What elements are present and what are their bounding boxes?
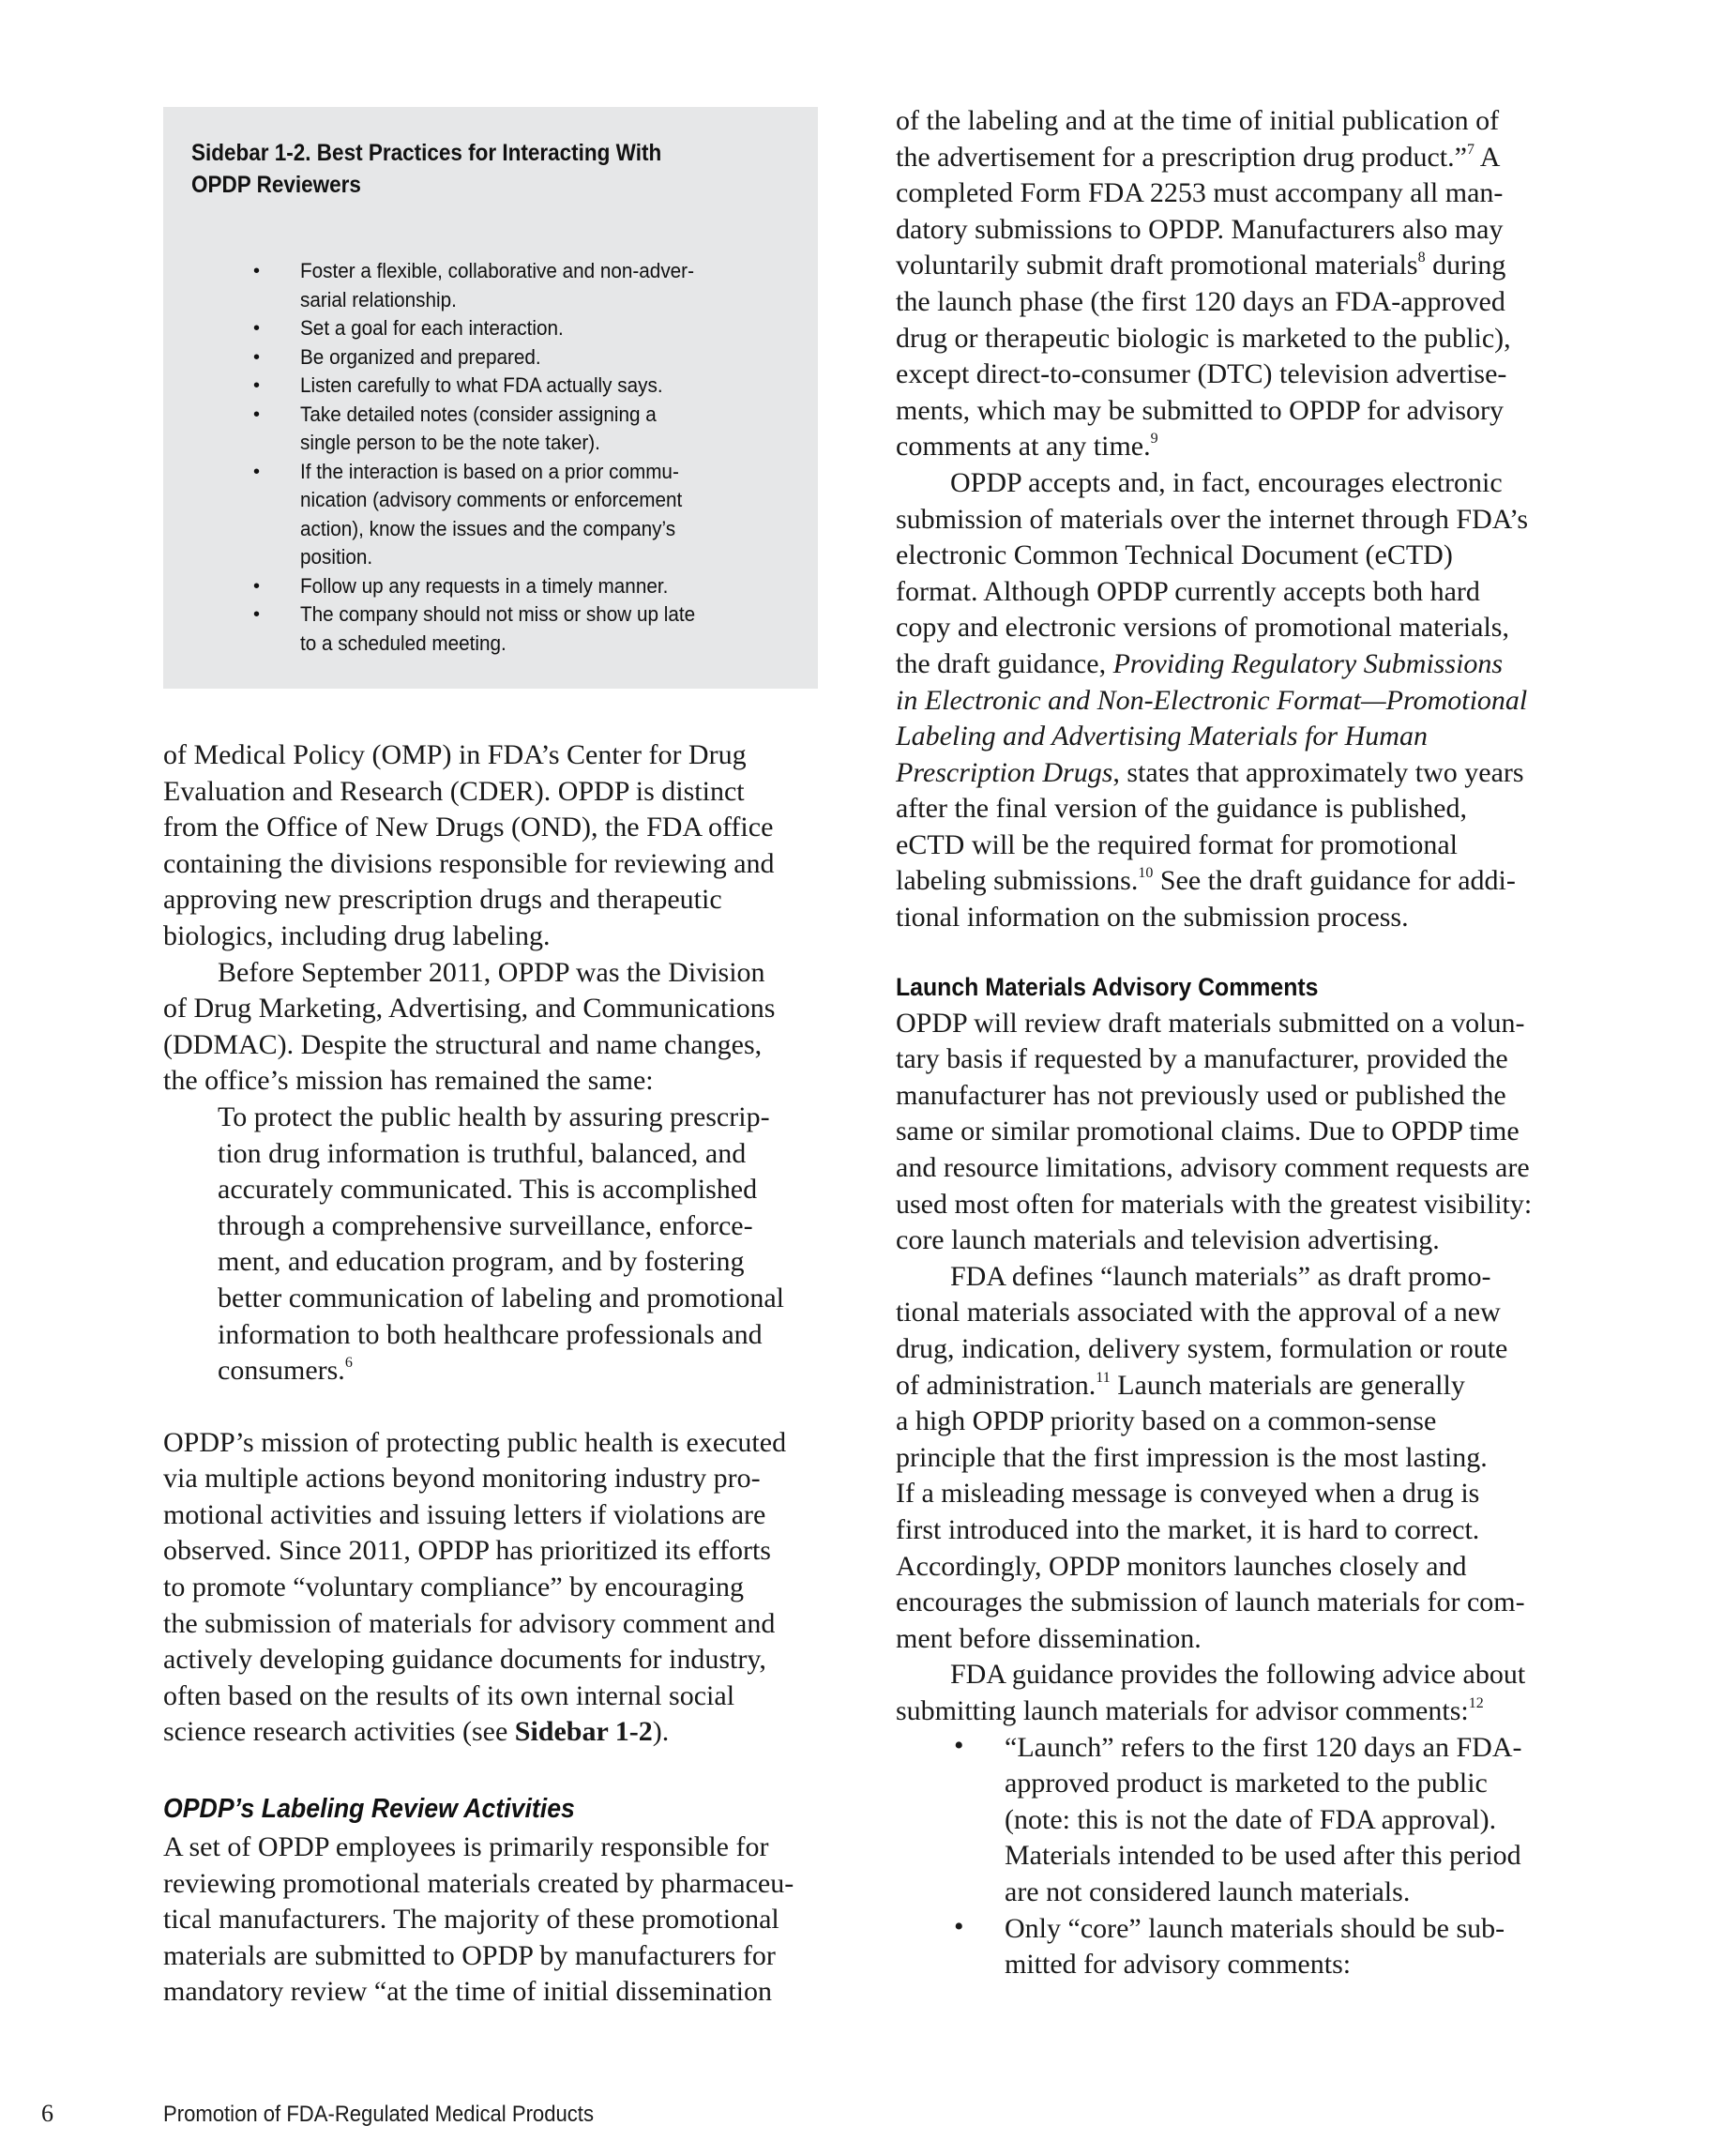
paragraph xyxy=(163,737,839,955)
guidance-title: Labeling and Advertising Materials for Human xyxy=(896,721,1428,752)
paragraph-line xyxy=(896,140,1571,176)
sidebar-title-line: Sidebar 1-2. Best Practices for Interacting With xyxy=(191,140,662,166)
paragraph xyxy=(163,1830,839,2011)
paragraph-line: approved product is marketed to the public xyxy=(1005,1768,1488,1799)
sidebar-reference[interactable]: Sidebar 1-2 xyxy=(514,1716,653,1748)
sidebar-list-item-line: If the interaction is based on a prior commu- xyxy=(300,459,679,483)
paragraph-line xyxy=(218,1353,839,1389)
paragraph-line: reviewing promotional materials created by pharmaceu- xyxy=(163,1867,794,1899)
paragraph xyxy=(896,1404,1571,1657)
paragraph-line: To protect the public health by assuring prescrip- xyxy=(218,1101,770,1132)
paragraph-line: the office’s mission has remained the same: xyxy=(163,1065,654,1097)
paragraph-line: OPDP will review draft materials submitted on a volun- xyxy=(896,1007,1525,1039)
sidebar-list-item-line: Set a goal for each interaction. xyxy=(300,316,564,340)
left-column xyxy=(163,737,839,2011)
paragraph-line: tical manufacturers. The majority of these promotional xyxy=(163,1904,779,1936)
footnote-ref[interactable]: 12 xyxy=(1468,1694,1484,1711)
sidebar-list-item-line: single person to be the note taker). xyxy=(300,431,600,454)
paragraph-line: a high OPDP priority based on a common-sense xyxy=(896,1405,1437,1437)
paragraph-line xyxy=(896,646,1571,683)
paragraph-line xyxy=(896,683,1571,720)
footnote-ref[interactable]: 7 xyxy=(1466,141,1474,158)
paragraph-line: copy and electronic versions of promotional materials, xyxy=(896,612,1509,644)
paragraph-line xyxy=(896,1693,1571,1730)
paragraph-line: biologics, including drug labeling. xyxy=(163,919,551,951)
paragraph-line xyxy=(896,719,1571,755)
text-span: A xyxy=(1474,141,1501,173)
text-span: science research activities (see xyxy=(163,1716,515,1748)
paragraph-line: of Drug Marketing, Advertising, and Communications xyxy=(163,993,776,1025)
paragraph-line xyxy=(896,863,1571,900)
sidebar-list-item-line: action), know the issues and the company’s xyxy=(300,516,676,540)
sidebar-list-item-line: Be organized and prepared. xyxy=(300,344,541,369)
sidebar-list-item xyxy=(163,572,818,601)
paragraph-line: Materials intended to be used after this period xyxy=(1005,1840,1521,1872)
sidebar-list-item-line: Foster a flexible, collaborative and non-adver- xyxy=(300,259,694,282)
paragraph-line: via multiple actions beyond monitoring industry pro- xyxy=(163,1463,761,1495)
paragraph-line: “Launch” refers to the first 120 days an FDA- xyxy=(1005,1731,1522,1763)
bullet-icon: • xyxy=(253,604,261,625)
paragraph-line: Accordingly, OPDP monitors launches closely and xyxy=(896,1550,1467,1582)
section-heading: Launch Materials Advisory Comments xyxy=(896,972,1319,1001)
paragraph-line: completed Form FDA 2253 must accompany all man- xyxy=(896,177,1504,209)
sidebar-title-line: OPDP Reviewers xyxy=(191,172,361,198)
paragraph-line: Evaluation and Research (CDER). OPDP is distinct xyxy=(163,775,745,807)
sidebar-list-item-line: sarial relationship. xyxy=(300,287,457,311)
paragraph-line: through a comprehensive surveillance, enforce- xyxy=(218,1209,753,1241)
paragraph-line: to promote “voluntary compliance” by encouraging xyxy=(163,1571,744,1603)
paragraph-line: submission of materials over the internet through FDA’s xyxy=(896,503,1529,535)
paragraph-line: OPDP accepts and, in fact, encourages electronic xyxy=(950,466,1503,498)
text-span: submitting launch materials for advisor comments: xyxy=(896,1694,1469,1726)
footnote-ref[interactable]: 10 xyxy=(1138,865,1154,882)
bullet-icon: • xyxy=(253,261,261,281)
paragraph-line: approving new prescription drugs and therapeutic xyxy=(163,884,722,916)
paragraph-line: information to both healthcare professionals and xyxy=(218,1318,763,1350)
paragraph-line: mitted for advisory comments: xyxy=(1005,1949,1352,1981)
footnote-ref[interactable]: 11 xyxy=(1096,1369,1111,1386)
paragraph-line: better communication of labeling and promotional xyxy=(218,1282,784,1313)
paragraph-line: same or similar promotional claims. Due to OPDP time xyxy=(896,1116,1520,1147)
paragraph-line xyxy=(896,248,1571,284)
paragraph-line: (DDMAC). Despite the structural and name changes, xyxy=(163,1028,763,1060)
paragraph-line: ment before dissemination. xyxy=(896,1622,1202,1654)
text-span: the advertisement for a prescription drug product.” xyxy=(896,141,1467,173)
paragraph-line: Only “core” launch materials should be sub- xyxy=(1005,1912,1505,1944)
paragraph-line: actively developing guidance documents for industry, xyxy=(163,1644,766,1676)
paragraph-line: electronic Common Technical Document (eCTD) xyxy=(896,539,1453,571)
paragraph-line: of the labeling and at the time of initial publication of xyxy=(896,105,1500,136)
paragraph xyxy=(163,1425,839,1715)
paragraph-line: the submission of materials for advisory comment and xyxy=(163,1607,776,1639)
sidebar-list-item xyxy=(163,257,818,314)
sidebar-list-item xyxy=(163,343,818,372)
section-heading: OPDP’s Labeling Review Activities xyxy=(163,1794,575,1825)
bullet-icon: • xyxy=(253,575,261,597)
paragraph-line: first introduced into the market, it is hard to correct. xyxy=(896,1513,1480,1545)
sidebar-list-item-line: The company should not miss or show up late xyxy=(300,602,696,626)
sidebar-list-item-line: nication (advisory comments or enforcement xyxy=(300,488,683,511)
text-span: of administration. xyxy=(896,1369,1096,1401)
guidance-title: Prescription Drugs xyxy=(896,756,1113,788)
sidebar-title xyxy=(191,137,732,201)
right-column xyxy=(896,103,1571,1983)
page-number: 6 xyxy=(41,2100,53,2127)
paragraph-line: tional information on the submission process. xyxy=(896,902,1409,934)
footnote-ref[interactable]: 8 xyxy=(1417,250,1426,266)
paragraph-line: Before September 2011, OPDP was the Division xyxy=(218,956,765,988)
paragraph-line: ments, which may be submitted to OPDP for advisory xyxy=(896,394,1504,426)
sidebar-list-item-line: to a scheduled meeting. xyxy=(300,630,507,655)
sidebar-bullet-list xyxy=(163,257,818,658)
sidebar-list-item-line: position. xyxy=(300,545,373,569)
bullet-icon: • xyxy=(253,375,261,396)
running-footer-title: Promotion of FDA-Regulated Medical Products xyxy=(163,2102,594,2127)
paragraph-line: and resource limitations, advisory comment requests are xyxy=(896,1152,1530,1184)
paragraph-line xyxy=(163,1714,839,1751)
text-span: consumers. xyxy=(218,1355,345,1387)
bullet-icon: • xyxy=(954,1910,964,1942)
text-span: comments at any time. xyxy=(896,431,1151,463)
paragraph-line: accurately communicated. This is accomplished xyxy=(218,1174,758,1206)
sidebar-list-item-line: Take detailed notes (consider assigning a xyxy=(300,402,657,426)
text-span: voluntarily submit draft promotional materials xyxy=(896,250,1418,281)
text-span: the draft guidance, xyxy=(896,647,1113,679)
paragraph-line xyxy=(896,1368,1571,1404)
paragraph-line: mandatory review “at the time of initial dissemination xyxy=(163,1976,772,2008)
text-span: ). xyxy=(652,1716,670,1748)
paragraph-line: encourages the submission of launch materials for com- xyxy=(896,1587,1525,1618)
sidebar-list-item xyxy=(163,372,818,401)
paragraph-line: often based on the results of its own internal social xyxy=(163,1679,735,1711)
text-span: Launch materials are generally xyxy=(1110,1369,1465,1401)
paragraph-line: OPDP’s mission of protecting public health is executed xyxy=(163,1426,787,1458)
paragraph-line: containing the divisions responsible for reviewing and xyxy=(163,847,775,879)
bullet-icon: • xyxy=(253,318,261,339)
paragraph-line: eCTD will be the required format for promotional xyxy=(896,828,1458,860)
paragraph-line xyxy=(896,755,1571,792)
text-span: labeling submissions. xyxy=(896,865,1139,897)
paragraph-line: manufacturer has not previously used or published the xyxy=(896,1079,1506,1111)
paragraph xyxy=(896,1006,1571,1259)
list-item xyxy=(896,1730,1571,1911)
bullet-icon: • xyxy=(253,403,261,425)
paragraph-line: from the Office of New Drugs (OND), the FDA office xyxy=(163,812,774,843)
paragraph-line: ment, and education program, and by fostering xyxy=(218,1246,745,1278)
footnote-ref[interactable]: 6 xyxy=(344,1355,353,1372)
paragraph-line: of Medical Policy (OMP) in FDA’s Center for Drug xyxy=(163,739,747,770)
paragraph-line: tional materials associated with the approval of a new xyxy=(896,1297,1501,1329)
paragraph-line: FDA guidance provides the following advice about xyxy=(950,1659,1526,1691)
paragraph-line: tion drug information is truthful, balanced, and xyxy=(218,1137,747,1169)
sidebar-list-item xyxy=(163,314,818,343)
guidance-title: Providing Regulatory Submissions xyxy=(1112,647,1504,679)
paragraph-line: used most often for materials with the greatest visibility: xyxy=(896,1188,1533,1220)
sidebar-list-item-line: Listen carefully to what FDA actually says. xyxy=(300,373,663,397)
footnote-ref[interactable]: 9 xyxy=(1150,431,1158,448)
sidebar-list-item xyxy=(163,458,818,572)
block-quote xyxy=(163,1100,839,1389)
paragraph-line: (note: this is not the date of FDA approval). xyxy=(1005,1803,1497,1835)
bullet-list xyxy=(896,1730,1571,1983)
page-footer xyxy=(0,2100,1724,2137)
text-span: during xyxy=(1425,250,1506,281)
text-span: See the draft guidance for addi- xyxy=(1153,865,1516,897)
sidebar-box xyxy=(163,107,818,689)
paragraph xyxy=(163,955,839,1100)
text-span: , states that approximately two years xyxy=(1112,756,1524,788)
paragraph-line: If a misleading message is conveyed when a drug is xyxy=(896,1478,1480,1510)
bullet-icon: • xyxy=(253,346,261,368)
bullet-icon: • xyxy=(253,461,261,482)
paragraph-line: motional activities and issuing letters if violations are xyxy=(163,1498,766,1530)
paragraph-line: principle that the first impression is the most lasting. xyxy=(896,1441,1488,1473)
paragraph-line: tary basis if requested by a manufacturer, provided the xyxy=(896,1043,1508,1075)
paragraph-line: materials are submitted to OPDP by manufacturers for xyxy=(163,1939,776,1971)
paragraph-line xyxy=(896,429,1571,465)
paragraph-line: drug or therapeutic biologic is marketed to the public), xyxy=(896,322,1511,354)
paragraph-line: format. Although OPDP currently accepts both hard xyxy=(896,575,1480,607)
guidance-title: in Electronic and Non-Electronic Format—Promotional xyxy=(896,684,1528,716)
list-item xyxy=(896,1911,1571,1983)
paragraph-line: are not considered launch materials. xyxy=(1005,1875,1411,1907)
paragraph-line: drug, indication, delivery system, formulation or route xyxy=(896,1333,1508,1364)
paragraph-line: datory submissions to OPDP. Manufacturers also may xyxy=(896,213,1504,245)
bullet-icon: • xyxy=(954,1729,964,1761)
paragraph-line: observed. Since 2011, OPDP has prioritized its efforts xyxy=(163,1535,771,1567)
paragraph-line: FDA defines “launch materials” as draft promo- xyxy=(950,1260,1491,1292)
sidebar-list-item xyxy=(163,600,818,658)
paragraph-line: core launch materials and television advertising. xyxy=(896,1224,1440,1256)
paragraph-line: after the final version of the guidance is published, xyxy=(896,793,1467,825)
paragraph-line: the launch phase (the first 120 days an FDA-approved xyxy=(896,285,1505,317)
sidebar-list-item xyxy=(163,401,818,458)
sidebar-list-item-line: Follow up any requests in a timely manner. xyxy=(300,573,669,598)
paragraph-line: except direct-to-consumer (DTC) television advertise- xyxy=(896,358,1507,390)
paragraph-line: A set of OPDP employees is primarily responsible for xyxy=(163,1831,769,1863)
